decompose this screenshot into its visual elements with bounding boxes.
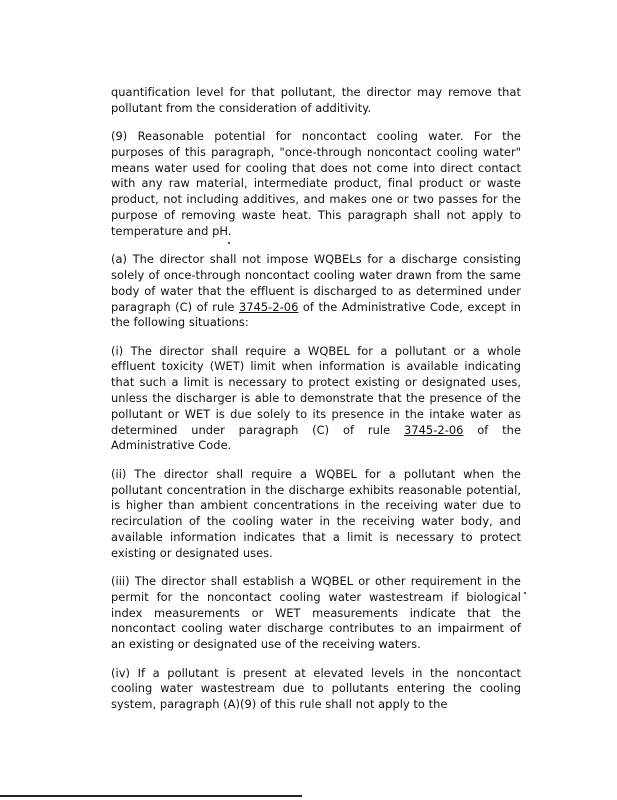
paragraph-additivity-continuation: quantification level for that pollutant, the director may remove that pollutant from the consideration of additivity. <box>111 85 521 115</box>
paragraph-iv-elevated-levels: (iv) If a pollutant is present at elevated levels in the noncontact cooling water wastestream due to pollutants entering the cooling system, paragraph (A)(9) of this rule shall not apply to the <box>111 665 521 712</box>
paragraph-ii-recirculation: (ii) The director shall require a WQBEL for a pollutant when the pollutant concentration in the discharge exhibits reasonable potential, is higher than ambient concentrations in the receiving water due to recirculation of the cooling water in the receiving water body, and available information indicates that a limit is necessary to protect existing or designated uses. <box>111 466 521 560</box>
paragraph-a-text-before: (a) The director shall not impose WQBELs for a discharge consisting solely of once-through noncontact cooling water drawn from the same body of water that the effluent is discharged to as determined under paragraph (C) of rule <box>111 252 521 314</box>
paragraph-iii-biological-index: (iii) The director shall establish a WQBEL or other requirement in the permit for the noncontact cooling water wastestream if biological index measurements or WET measurements indicate that the noncontact cooling water discharge contributes to an impairment of an existing or designated use of the receiving waters. <box>111 574 521 652</box>
footnote-separator-line <box>0 795 302 797</box>
paragraph-a-no-wqbels <box>111 252 521 331</box>
scan-speck <box>228 242 230 244</box>
rule-3745-2-06-link[interactable]: 3745-2-06 <box>404 422 464 437</box>
scan-speck <box>524 592 526 594</box>
paragraph-a-text-after: of the Administrative Code, except in the following situations: <box>111 299 521 330</box>
paragraph-9-reasonable-potential: (9) Reasonable potential for noncontact cooling water. For the purposes of this paragraph, "once-through noncontact cooling water" means water used for cooling that does not come into direct contact with any raw material, intermediate product, final product or waste product, not including additives, and makes one or two passes for the purpose of removing waste heat. This paragraph shall not apply to temperature and pH. <box>111 129 521 238</box>
rule-3745-2-06-link[interactable]: 3745-2-06 <box>238 299 299 314</box>
document-body <box>111 85 521 725</box>
paragraph-i-text-before: (i) The director shall require a WQBEL for a pollutant or a whole effluent toxicity (WET) limit when information is available indicating that such a limit is necessary to protect existing or designated uses, unless the discharger is able to demonstrate that the presence of the pollutant or WET is due solely to its presence in the intake water as determined under paragraph (C) of rule <box>111 343 521 437</box>
paragraph-i-text-after: of the Administrative Code. <box>111 422 522 453</box>
paragraph-i-wet-limit <box>111 344 521 455</box>
